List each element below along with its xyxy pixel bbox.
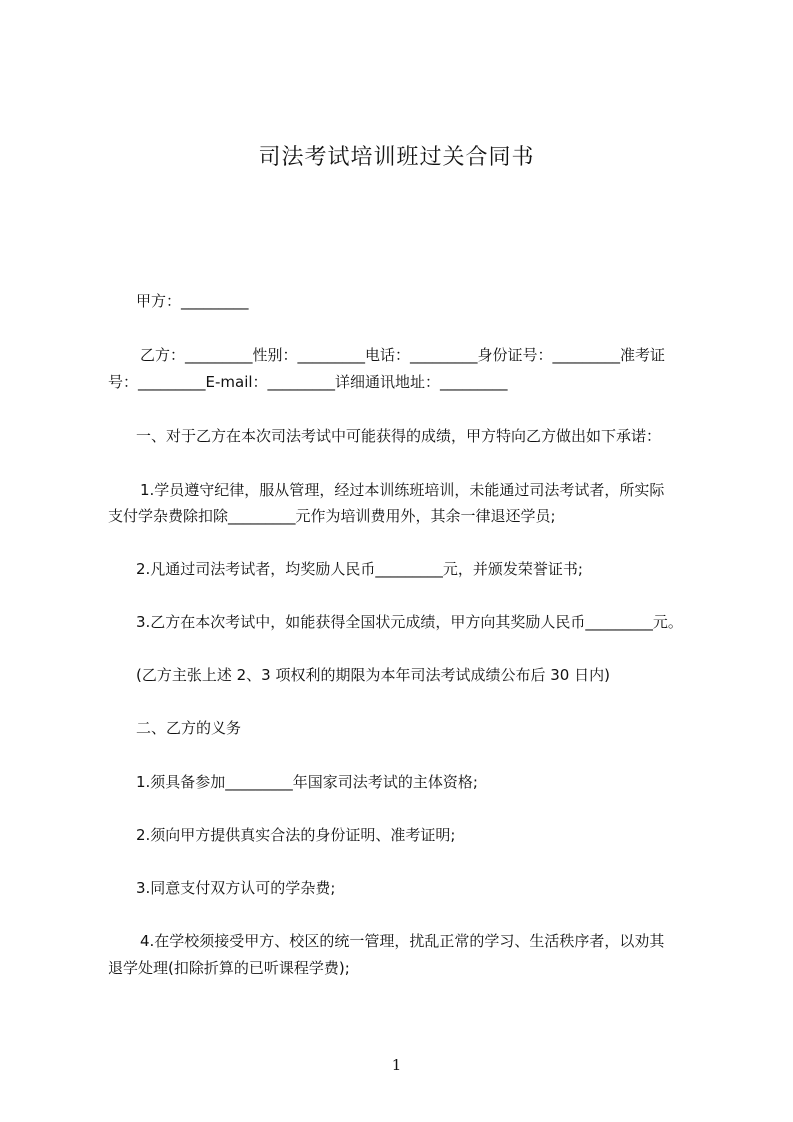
- party-b-line-2: 号：_________E-mail：_________详细通讯地址：_________: [108, 373, 508, 391]
- party-b-line-1: 乙方：_________性别：_________电话：_________身份证号：_________准考证: [140, 346, 666, 364]
- section-1-heading: 一、对于乙方在本次司法考试中可能获得的成绩，甲方特向乙方做出如下承诺：: [136, 427, 662, 445]
- section-1-item-1-line-2: 支付学杂费除扣除_________元作为培训费用外，其余一律退还学员;: [108, 507, 556, 525]
- section-2-item-1: 1.须具备参加_________年国家司法考试的主体资格;: [136, 773, 478, 791]
- party-a-line: 甲方：_________: [136, 292, 249, 310]
- section-1-item-1-line-1: 1.学员遵守纪律，服从管理，经过本训练班培训，未能通过司法考试者，所实际: [140, 481, 665, 499]
- section-1-item-2: 2.凡通过司法考试者，均奖励人民币_________元，并颁发荣誉证书;: [136, 560, 583, 578]
- page-number: 1: [391, 1056, 402, 1074]
- section-2-item-4-line-1: 4.在学校须接受甲方、校区的统一管理，扰乱正常的学习、生活秩序者，以劝其: [140, 932, 665, 950]
- section-1-item-3: 3.乙方在本次考试中，如能获得全国状元成绩，甲方向其奖励人民币_________元。: [136, 613, 683, 631]
- section-2-heading: 二、乙方的义务: [136, 719, 242, 737]
- section-2-item-2: 2.须向甲方提供真实合法的身份证明、准考证明;: [136, 826, 456, 844]
- section-1-note: (乙方主张上述 2、3 项权利的期限为本年司法考试成绩公布后 30 日内): [136, 666, 610, 684]
- section-2-item-3: 3.同意支付双方认可的学杂费;: [136, 879, 336, 897]
- section-2-item-4-line-2: 退学处理(扣除折算的已听课程学费);: [108, 959, 350, 977]
- document-title: 司法考试培训班过关合同书: [258, 145, 535, 170]
